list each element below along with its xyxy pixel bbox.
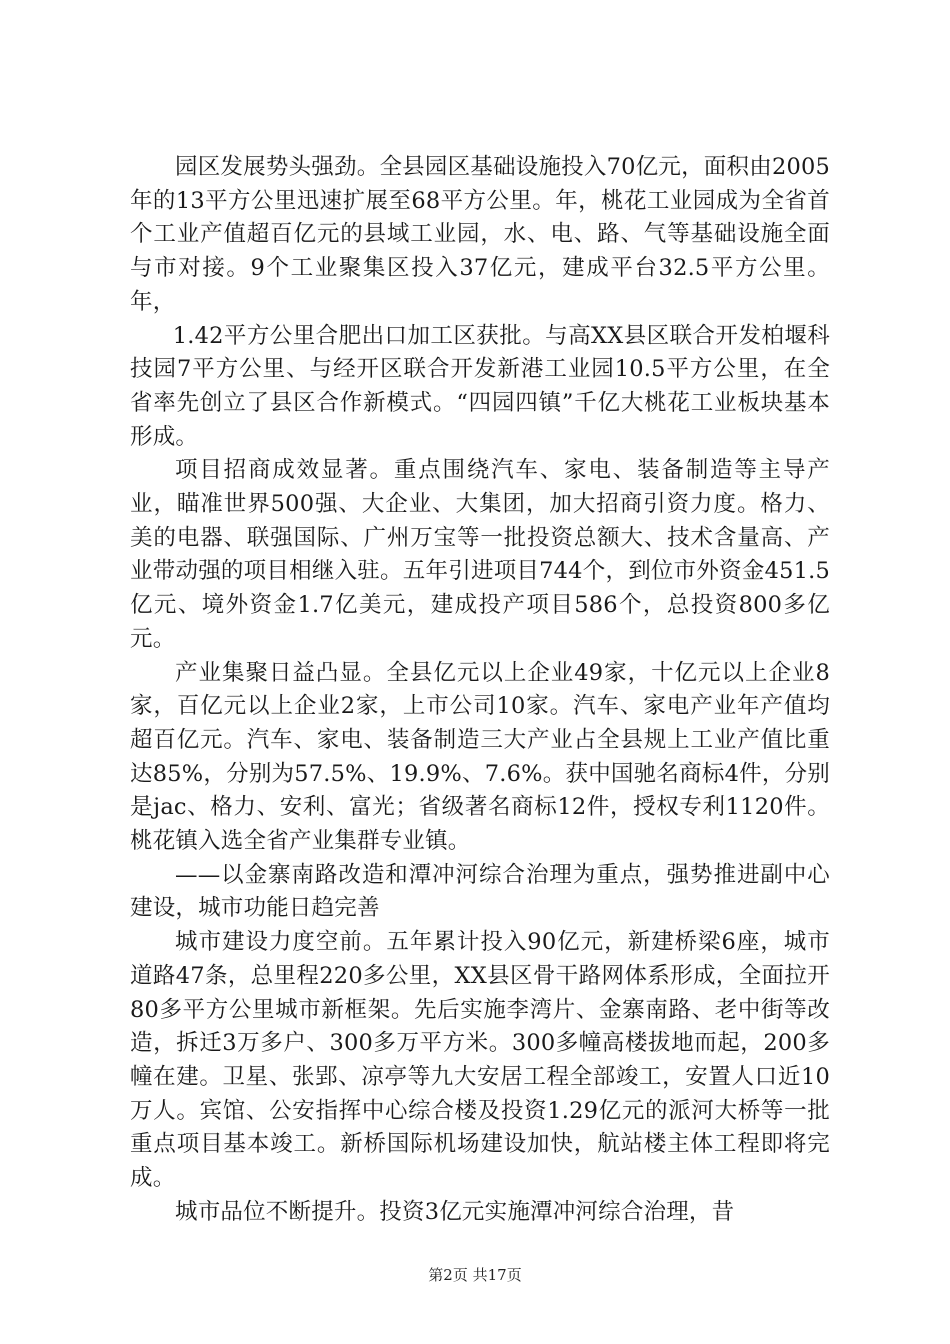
paragraph-investment-attraction: 项目招商成效显著。重点围绕汽车、家电、装备制造等主导产业，瞄准世界500强、大企业、大集团，加大招商引资力度。格力、美的电器、联强国际、广州万宝等一批投资总额大、技术含量高、产业带动强的项目相继入驻。五年引进项目744个，到位市外资金451.5亿元、境外资金1.7亿美元，建成投产项目586个，总投资800多亿元。: [130, 457, 830, 652]
paragraph-export-processing-zone: 1.42平方公里合肥出口加工区获批。与高XX县区联合开发柏堰科技园7平方公里、与经开区联合开发新港工业园10.5平方公里，在全省率先创立了县区合作新模式。“四园四镇”千亿大桃花工业板块基本形成。: [130, 322, 830, 450]
paragraph-park-development: 园区发展势头强劲。全县园区基础设施投入70亿元，面积由2005年的13平方公里迅速扩展至68平方公里。年，桃花工业园成为全省首个工业产值超百亿元的县域工业园，水、电、路、气等基础设施全面与市对接。9个工业聚集区投入37亿元，建成平台32.5平方公里。年，: [130, 154, 830, 315]
section-heading-subcenter: ——以金寨南路改造和潭冲河综合治理为重点，强势推进副中心建设，城市功能日趋完善: [130, 861, 830, 922]
paragraph-urban-construction: 城市建设力度空前。五年累计投入90亿元，新建桥梁6座，城市道路47条，总里程220多公里，XX县区骨干路网体系形成，全面拉开80多平方公里城市新框架。先后实施李湾片、金寨南路、老中街等改造，拆迁3万多户、300多万平方米。300多幢高楼拔地而起，200多幢在建。卫星、张郢、凉亭等九大安居工程全部竣工，安置人口近10万人。宾馆、公安指挥中心综合楼及投资1.29亿元的派河大桥等一批重点项目基本竣工。新桥国际机场建设加快，航站楼主体工程即将完成。: [130, 929, 830, 1192]
paragraph-urban-quality: 城市品位不断提升。投资3亿元实施潭冲河综合治理，昔: [175, 1198, 735, 1225]
page-number-footer: 第2页 共17页: [428, 1266, 522, 1284]
document-body: [130, 151, 830, 1230]
paragraph-industry-clustering: 产业集聚日益凸显。全县亿元以上企业49家，十亿元以上企业8家，百亿元以上企业2家，上市公司10家。汽车、家电产业年产值均超百亿元。汽车、家电、装备制造三大产业占全县规上工业产值比重达85%，分别为57.5%、19.9%、7.6%。获中国驰名商标4件，分别是jac、格力、安利、富光；省级著名商标12件，授权专利1120件。桃花镇入选全省产业集群专业镇。: [130, 659, 830, 855]
